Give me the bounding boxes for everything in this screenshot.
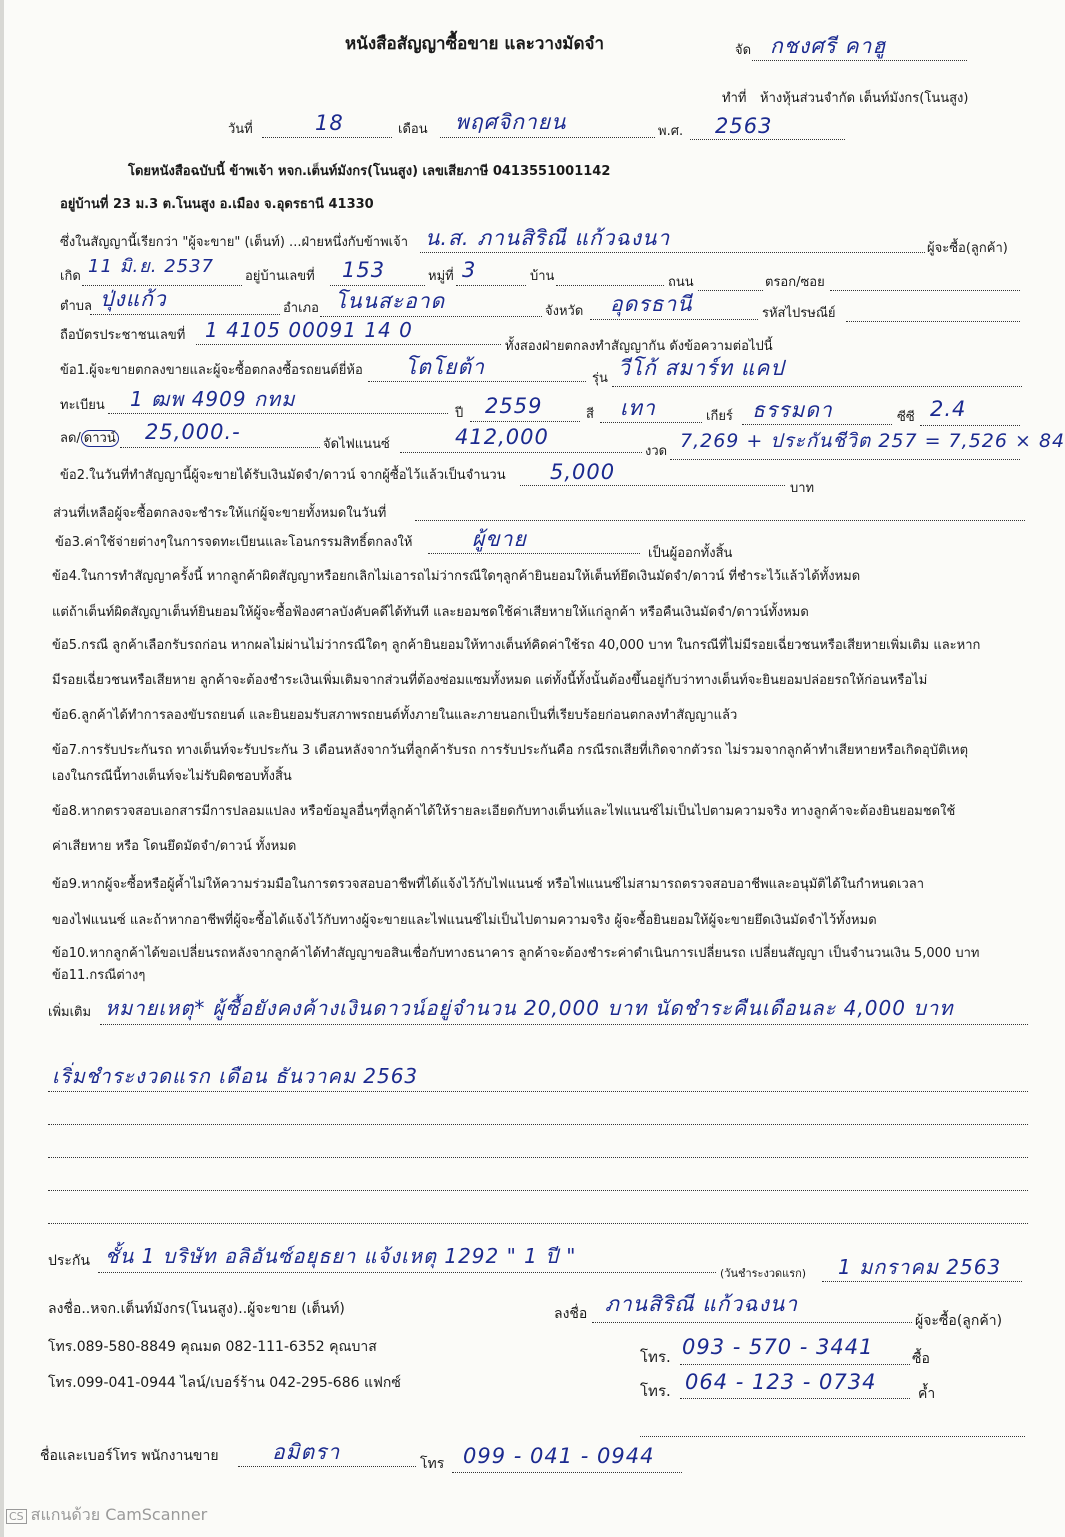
blank-line-4 (48, 1157, 1028, 1158)
note-1: หมายเหตุ* ผู้ซื้อยังคงค้างเงินดาวน์อยู่จำนวน 20,000 บาท นัดชำระคืนเดือนละ 4,000 บาท (105, 996, 954, 1020)
tambon-label: ตำบล (60, 299, 92, 314)
staff-tel-line (452, 1472, 682, 1473)
first-due-line (822, 1281, 1022, 1282)
reg-line (108, 413, 448, 414)
alley-line (830, 290, 1020, 291)
down-label (60, 430, 119, 448)
clause-2: ข้อ2.ในวันที่ทำสัญญานี้ผู้จะขายได้รับเงินมัดจำ/ดาวน์ จากผู้ซื้อไว้แล้วเป็นจำนวน (60, 468, 506, 483)
house-line (330, 285, 425, 286)
clause-3-value: ผู้ขาย (472, 527, 527, 551)
day-value: 18 (315, 111, 344, 135)
clause-2-unit: บาท (790, 481, 815, 496)
clause-1-label: ข้อ1.ผู้จะขายตกลงขายและผู้จะซื้อตกลงซื้อรถยนต์ยี่ห้อ (60, 363, 363, 378)
born-label: เกิด (60, 269, 81, 284)
clause-7b: เองในกรณีนี้ทางเต็นท์จะไม่รับผิดชอบทั้งสิ้น (52, 769, 292, 784)
month-value: พฤศจิกายน (455, 110, 567, 134)
guarantor-tel-line (680, 1398, 910, 1399)
gear-label: เกียร์ (706, 409, 733, 424)
guarantor-tel: 064 - 123 - 0734 (685, 1370, 877, 1394)
clause-7a: ข้อ7.การรับประกันรถ ทางเต็นท์จะรับประกัน 3 เดือนหลังจากวันที่ลูกค้ารับรถ การรับประกันคือ กรณีรถเสียที่เกิดจากตัวรถ ไม่รวมจากลูกค้าทำเสียหายหรือเกิดอุบัติเหตุ (52, 743, 969, 758)
born-line (82, 285, 242, 286)
clause-4a: ข้อ4.ในการทำสัญญาครั้งนี้ หากลูกค้าผิดสัญญาหรือยกเลิกไม่เอารถไม่ว่ากรณีใดๆลูกค้ายินยอมให้เต็นท์ยึดเงินมัดจำ/ดาวน์ ที่ชำระไว้แล้วได้ทั้งหมด (52, 569, 861, 584)
finance-line (400, 452, 642, 453)
model-line (612, 386, 1022, 387)
buyer-sign-label: ลงชื่อ (554, 1306, 588, 1322)
province-label: จังหวัด (545, 304, 584, 319)
month-label: เดือน (398, 122, 428, 137)
tambon-line (90, 314, 280, 315)
staff-name: อมิตรา (272, 1440, 341, 1464)
clause-2b: ส่วนที่เหลือผู้จะซื้อตกลงจะชำระให้แก่ผู้จะขายทั้งหมดในวันที่ (53, 506, 387, 521)
road-label: ถนน (668, 275, 694, 290)
buyer-tel-suffix: ซื้อ (912, 1351, 930, 1367)
finance-label: จัดไฟแนนซ์ (323, 437, 390, 452)
clause-3: ข้อ3.ค่าใช้จ่ายต่างๆในการจดทะเบียนและโอนกรรมสิทธิ์ตกลงให้ (55, 535, 413, 550)
agree-text: ทั้งสองฝ่ายตกลงทำสัญญากัน ดังข้อความต่อไปนี้ (505, 339, 773, 354)
buyer-name: น.ส. ภานสิริณี แก้วฉงนา (425, 226, 671, 250)
first-due-label: (วันชำระงวดแรก) (720, 1267, 807, 1280)
clause-3-tail: เป็นผู้ออกทั้งสิ้น (648, 546, 733, 561)
note-line-1 (100, 1024, 1028, 1025)
install-line (670, 459, 1020, 460)
amphoe-label: อำเภอ (283, 301, 319, 316)
alley-label: ตรอก/ซอย (765, 275, 825, 290)
car-year-label: ปี (455, 406, 464, 421)
staff-name-line (238, 1466, 416, 1467)
guarantor-tel-suffix: ค้ำ (918, 1386, 936, 1402)
clause-5a: ข้อ5.กรณี ลูกค้าเลือกรับรถก่อน หากผลไม่ผ่านไม่ว่ากรณีใดๆ ลูกค้ายินยอมให้ทางเต็นท์คิดค่าใช้รถ 40,000 บาท ในกรณีที่ไม่มีรอยเฉี่ยวชนหรือเสียหายเพิ่มเติม และหาก (52, 638, 981, 653)
model-label: รุ่น (592, 371, 608, 386)
guarantor-tel-label: โทร. (640, 1382, 671, 1400)
insurance-label: ประกัน (48, 1253, 90, 1269)
blank-line-5 (48, 1190, 1028, 1191)
camscanner-logo-icon: CS (6, 1509, 27, 1524)
blank-line-6 (48, 1223, 1028, 1224)
clause-3-line (428, 553, 640, 554)
date-label: วันที่ (228, 122, 253, 137)
staff-label: ชื่อและเบอร์โทร พนักงานขาย (40, 1448, 219, 1464)
tambon-value: ปุ่งแก้ว (100, 287, 167, 311)
first-due-value: 1 มกราคม 2563 (838, 1255, 1002, 1279)
install-value: 7,269 + ประกันชีวิต 257 = 7,526 × 84 (680, 430, 1065, 452)
blank-tel-line (640, 1436, 1025, 1437)
install-label: งวด (645, 444, 668, 459)
moo-value: 3 (462, 258, 477, 282)
camscanner-text: สแกนด้วย CamScanner (30, 1505, 208, 1524)
gear-line (742, 424, 892, 425)
car-year-line (470, 421, 580, 422)
id-label: ถือบัตรประชาชนเลขที่ (60, 328, 186, 343)
buyer-signature: ภานสิริณี แก้วฉงนา (605, 1292, 798, 1316)
road-line (698, 290, 763, 291)
buyer-tel: 093 - 570 - 3441 (682, 1335, 874, 1359)
clause-11: ข้อ11.กรณีต่างๆ (52, 968, 146, 983)
camscanner-watermark (6, 1503, 207, 1528)
insurance-value: ชั้น 1 บริษัท อลิอันซ์อยุธยา แจ้งเหตุ 1292 " 1 ปี " (105, 1244, 577, 1268)
village-line (556, 285, 664, 286)
car-cc: 2.4 (930, 397, 967, 421)
clause-9b: ของไฟแนนซ์ และถ้าหากอาชีพที่ผู้จะซื้อได้แจ้งไว้กับทางผู้จะขายและไฟแนนซ์ไม่เป็นไปตามความจริง ผู้จะซื้อยินยอมให้ผู้จะขายยึดเงินมัดจำไว้ทั้งหมด (52, 913, 877, 928)
clause-9a: ข้อ9.หากผู้จะซื้อหรือผู้ค้ำไม่ให้ความร่วมมือในการตรวจสอบอาชีพที่ได้แจ้งไว้กับไฟแนนซ์ หรือไฟแนนซ์ไม่สามารถตรวจสอบอาชีพและอนุมัติได้ในกำหนดเวลา (52, 877, 925, 892)
car-brand: โตโยต้า (405, 355, 485, 379)
buyer-role: ผู้จะซื้อ(ลูกค้า) (927, 241, 1008, 256)
contact-line-1: โทร.089-580-8849 คุณมด 082-111-6352 คุณบาส (48, 1339, 377, 1355)
buyer-sign-line (592, 1322, 912, 1323)
color-line (600, 422, 702, 423)
year-label: พ.ศ. (658, 124, 684, 139)
clause-2-amount: 5,000 (550, 460, 616, 484)
buyer-sign-role: ผู้จะซื้อ(ลูกค้า) (915, 1313, 1003, 1329)
seller-line-1: โดยหนังสือฉบับนี้ ข้าพเจ้า หจก.เต็นท์มังกร(โนนสูง) เลขเสียภาษี 0413551001142 (128, 164, 611, 179)
amphoe-line (320, 316, 542, 317)
car-model: วีโก้ สมาร์ท แคป (618, 356, 785, 380)
down-line (120, 447, 320, 448)
place-label: ทำที่ (722, 91, 747, 106)
amphoe-value: โนนสะอาด (335, 289, 446, 313)
down-circled: ดาวน์ (81, 430, 119, 447)
clause-10: ข้อ10.หากลูกค้าได้ขอเปลี่ยนรถหลังจากลูกค้าได้ทำสัญญาขอสินเชื่อกับทางธนาคาร ลูกค้าจะต้องชำระค่าดำเนินการเปลี่ยนรถ เปลี่ยนสัญญา เป็นจำนวนเงิน 5,000 บาท (52, 946, 980, 961)
postcode-label: รหัสไปรษณีย์ (762, 306, 836, 321)
id-line (196, 344, 501, 345)
blank-line-3 (48, 1124, 1028, 1125)
brand-line (368, 381, 586, 382)
moo-line (456, 285, 526, 286)
seller-line-2: อยู่บ้านที่ 23 ม.3 ต.โนนสูง อ.เมือง จ.อุดรธานี 41330 (60, 197, 374, 212)
buyer-intro: ซึ่งในสัญญานี้เรียกว่า "ผู้จะขาย" (เต็นท์) ...ฝ่ายหนึ่งกับข้าพเจ้า (60, 235, 409, 250)
day-line (262, 137, 392, 138)
down-value: 25,000.- (145, 420, 241, 444)
extra-label: เพิ่มเติม (48, 1005, 92, 1020)
reg-label: ทะเบียน (60, 398, 105, 413)
note-2: เริ่มชำระงวดแรก เดือน ธันวาคม 2563 (52, 1064, 419, 1088)
contact-line-2: โทร.099-041-0944 ไลน์/เบอร์ร้าน 042-295-686 แฟกซ์ (48, 1375, 401, 1391)
born-value: 11 มิ.ย. 2537 (88, 256, 215, 277)
to-value: กชงศรี คาฮู (770, 34, 887, 58)
clause-8a: ข้อ8.หากตรวจสอบเอกสารมีการปลอมแปลง หรือข้อมูลอื่นๆที่ลูกค้าได้ให้รายละเอียดกับทางเต็นท์และไฟแนนซ์ไม่เป็นไปตามความจริง ทางลูกค้าจะต้องยินยอมชดใช้ (52, 804, 956, 819)
buyer-name-line (420, 252, 925, 253)
seller-signature: ลงชื่อ..หจก.เต็นท์มังกร(โนนสูง)..ผู้จะขาย (เต็นท์) (48, 1301, 345, 1317)
car-gear: ธรรมดา (752, 398, 833, 422)
clause-5b: มีรอยเฉี่ยวชนหรือเสียหาย ลูกค้าจะต้องชำระเงินเพิ่มเติมจากส่วนที่ต้องซ่อมแซมทั้งหมด แต่ทั้งนี้ทั้งนั้นต้องขึ้นอยู่กับว่าทางเต็นท์จะยินยอมปล่อยรถให้ก่อนหรือไม่ (52, 673, 928, 688)
province-line (590, 319, 758, 320)
clause-2-line (520, 485, 785, 486)
month-line (440, 137, 655, 138)
cc-label: ซีซี (897, 410, 915, 425)
staff-tel: 099 - 041 - 0944 (463, 1444, 655, 1468)
year-line (690, 139, 845, 140)
place-value: ห้างหุ้นส่วนจำกัด เต็นท์มังกร(โนนสูง) (760, 91, 969, 106)
cc-line (920, 425, 1020, 426)
clause-6: ข้อ6.ลูกค้าได้ทำการลองขับรถยนต์ และยินยอมรับสภาพรถยนต์ทั้งภายในและภายนอกเป็นที่เรียบร้อยก่อนตกลงทำสัญญาแล้ว (52, 708, 738, 723)
note-line-2 (48, 1091, 1028, 1092)
down-prefix: ลด/ (60, 431, 81, 446)
id-value: 1 4105 00091 14 0 (205, 318, 413, 342)
clause-4b: แต่ถ้าเต็นท์ผิดสัญญาเต็นท์ยินยอมให้ผู้จะซื้อฟ้องศาลบังคับคดีได้ทันที และยอมชดใช้ค่าเสียหายให้แก่ลูกค้า หรือคืนเงินมัดจำ/ดาวน์ทั้งหมด (52, 605, 809, 620)
postcode-line (846, 321, 1020, 322)
buyer-tel-label: โทร. (640, 1348, 671, 1366)
to-line (752, 60, 967, 61)
car-reg: 1 ฒพ 4909 กทม (130, 387, 296, 411)
village-label: บ้าน (530, 269, 555, 284)
page-edge (0, 0, 4, 1537)
clause-2b-line (415, 520, 1025, 521)
buyer-tel-line (680, 1364, 910, 1365)
finance-value: 412,000 (455, 425, 549, 449)
to-label: จัด (735, 43, 752, 58)
house-label: อยู่บ้านเลขที่ (245, 269, 315, 284)
clause-8b: ค่าเสียหาย หรือ โดนยึดมัดจำ/ดาวน์ ทั้งหมด (52, 839, 297, 854)
document-title: หนังสือสัญญาซื้อขาย และวางมัดจำ (345, 34, 605, 54)
insurance-line (98, 1272, 716, 1273)
house-value: 153 (342, 258, 386, 282)
car-year: 2559 (485, 394, 543, 418)
color-label: สี (586, 407, 594, 422)
year-value: 2563 (715, 114, 773, 138)
province-value: อุดรธานี (610, 292, 693, 316)
car-color: เทา (620, 396, 656, 420)
moo-label: หมู่ที่ (428, 269, 454, 284)
staff-tel-label: โทร (420, 1456, 445, 1472)
